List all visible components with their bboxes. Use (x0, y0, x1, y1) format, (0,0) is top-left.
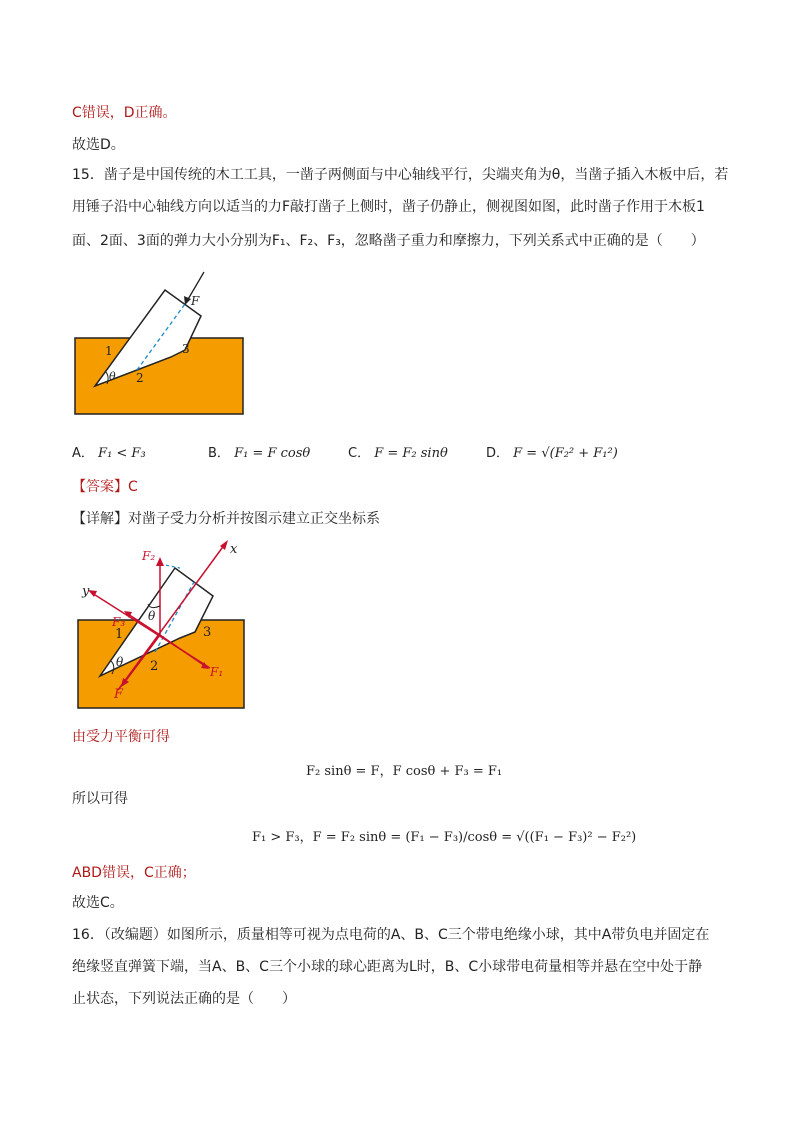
option-a-expr: F₁ < F₃ (98, 446, 146, 461)
label-face-3: 3 (182, 342, 190, 356)
q16-line-2: 绝缘竖直弹簧下端，当A、B、C三个小球的球心距离为L时，B、C小球带电荷量相等并悬在空中处于静 (72, 959, 703, 975)
label-f2: F₂ (142, 549, 156, 563)
option-a-label: A． (72, 446, 94, 461)
q16-line-1: 16．（改编题）如图所示，质量相等可视为点电荷的A、B、C三个带电绝缘小球，其中A带负电并固定在 (72, 927, 710, 943)
option-a[interactable] (72, 442, 146, 461)
detail-text: 【详解】对凿子受力分析并按图示建立正交坐标系 (72, 511, 380, 527)
label-face-1: 1 (115, 627, 124, 642)
label-face-1: 1 (105, 344, 113, 358)
option-d-label: D． (486, 446, 510, 461)
option-d[interactable] (486, 442, 618, 461)
label-face-2: 2 (136, 371, 144, 385)
prev-line-1: C错误，D正确。 (72, 105, 177, 121)
label-f3: F₃ (112, 615, 126, 629)
chisel-figure (70, 268, 250, 420)
so-text: 所以可得 (72, 791, 128, 807)
equation-1: F₂ sinθ = F，F cosθ + F₃ = F₁ (306, 764, 503, 779)
label-theta: θ (109, 370, 116, 383)
label-f: F (191, 294, 200, 308)
option-c-label: C． (348, 446, 371, 461)
q15-line-2: 用锤子沿中心轴线方向以适当的力F敲打凿子上侧时，凿子仍静止，侧视图如图，此时凿子作用于木板1 (72, 199, 705, 215)
force-arrowhead (184, 296, 191, 305)
q16-line-3: 止状态，下列说法正确的是（ ） (72, 991, 296, 1007)
conclusion-text: ABD错误，C正确； (72, 865, 196, 881)
equation-2: F₁ > F₃，F = F₂ sinθ = (F₁ − F₃)/cosθ = √((F₁ − F₃)² − F₂²) (252, 830, 637, 845)
force-analysis-figure (70, 538, 270, 714)
q15-line-3: 面、2面、3面的弹力大小分别为F₁、F₂、F₃，忽略凿子重力和摩擦力，下列关系式中正确的是（ ） (72, 233, 705, 249)
balance-text: 由受力平衡可得 (72, 729, 170, 745)
label-x: x (230, 542, 238, 557)
label-y: y (82, 584, 90, 599)
q15-line-1: 15．凿子是中国传统的木工工具，一凿子两侧面与中心轴线平行，尖端夹角为θ，当凿子插入木板中后，若 (72, 167, 729, 183)
option-b[interactable] (208, 442, 310, 461)
option-b-label: B． (208, 446, 230, 461)
label-face-3: 3 (203, 625, 212, 640)
label-theta-axis: θ (148, 609, 156, 623)
prev-line-2: 故选D。 (72, 137, 125, 153)
option-b-expr: F₁ = F cosθ (234, 446, 311, 461)
label-f1: F₁ (210, 665, 224, 679)
label-theta-tip: θ (116, 655, 124, 669)
answer-label: 【答案】C (72, 479, 138, 495)
force-f2-arrowhead (156, 557, 164, 566)
label-f: F (114, 687, 124, 702)
choose-text: 故选C。 (72, 895, 124, 911)
option-c[interactable] (348, 442, 448, 461)
answer-detail (72, 510, 380, 528)
option-c-expr: F = F₂ sinθ (374, 446, 448, 461)
option-d-expr: F = √(F₂² + F₁²) (513, 446, 618, 461)
label-face-2: 2 (150, 659, 159, 674)
